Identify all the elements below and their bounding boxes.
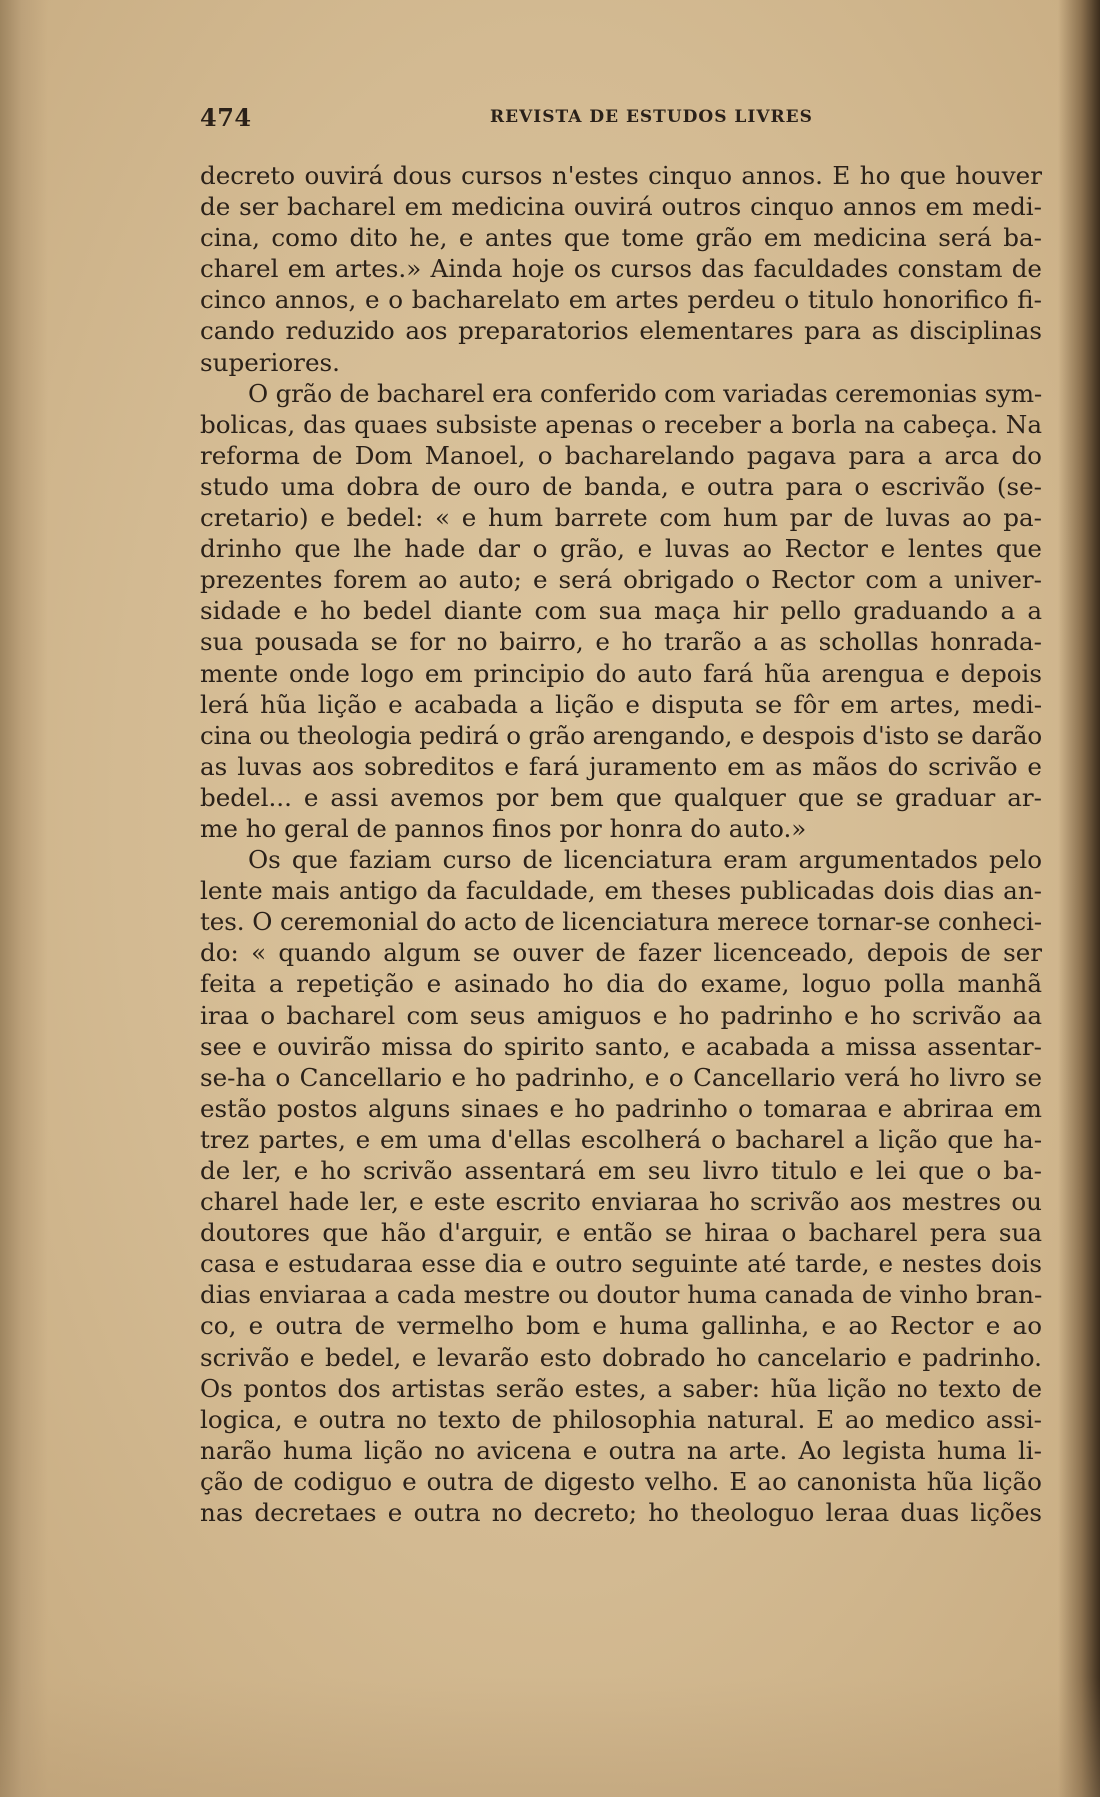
text-line: sua pousada se for no bairro, e ho trarão a as schollas honrada- <box>200 627 1042 657</box>
text-line: charel hade ler, e este escrito enviaraa ho scrivão aos mestres ou <box>200 1187 1042 1217</box>
text-line: scrivão e bedel, e levarão esto dobrado ho cancelario e padrinho. <box>200 1342 1042 1372</box>
text-line: tes. O ceremonial do acto de licenciatura merece tornar-se conheci- <box>200 907 1043 937</box>
text-line: se-ha o Cancellario e ho padrinho, e o Cancellario verá ho livro se <box>200 1062 1042 1092</box>
text-line: ção de codiguo e outra de digesto velho. E ao canonista hũa lição <box>200 1466 1042 1496</box>
text-line: studo uma dobra de ouro de banda, e outra para o escrivão (se- <box>200 471 1042 501</box>
text-line: prezentes forem ao auto; e será obrigado o Rector com a univer- <box>200 565 1042 595</box>
text-line: estão postos alguns sinaes e ho padrinho o tomaraa e abriraa em <box>200 1093 1042 1123</box>
binding-shadow <box>0 0 48 1797</box>
text-line: decreto ouvirá dous cursos n'estes cinquo annos. E ho que houver <box>200 161 1042 190</box>
page-header <box>200 103 1042 131</box>
page-edge-shadow <box>1058 0 1100 1797</box>
text-line: sidade e ho bedel diante com sua maça hir pello graduando a a <box>200 596 1042 626</box>
text-line: cina, como dito he, e antes que tome grão em medicina será ba- <box>200 223 1042 253</box>
paper-stain <box>0 1677 1100 1797</box>
text-line: O grão de bacharel era conferido com variadas ceremonias sym- <box>248 378 1043 408</box>
text-line: as luvas aos sobreditos e fará juramento em as mãos do scrivão e <box>200 751 1042 781</box>
text-line: iraa o bacharel com seus amiguos e ho padrinho e ho scrivão aa <box>200 1000 1042 1030</box>
text-line: charel em artes.» Ainda hoje os cursos das faculdades constam de <box>200 254 1042 284</box>
text-line: cretario) e bedel: « e hum barrete com hum par de luvas ao pa- <box>200 503 1042 533</box>
text-line: logica, e outra no texto de philosophia natural. E ao medico assi- <box>200 1404 1042 1434</box>
text-line: see e ouvirão missa do spirito santo, e acabada a missa assentar- <box>200 1031 1042 1061</box>
text-line: me ho geral de pannos finos por honra do auto.» <box>200 813 807 843</box>
text-line: dias enviaraa a cada mestre ou doutor huma canada de vinho bran- <box>200 1280 1043 1310</box>
running-head: REVISTA DE ESTUDOS LIVRES <box>490 107 813 127</box>
text-line: lerá hũa lição e acabada a lição e disputa se fôr em artes, medi- <box>200 689 1042 719</box>
text-line: nas decretaes e outra no decreto; ho theologuo leraa duas lições <box>200 1498 1042 1528</box>
text-line: de ser bacharel em medicina ouvirá outros cinquo annos em medi- <box>200 192 1042 222</box>
text-line: cina ou theologia pedirá o grão arengando, e despois d'isto se darão <box>200 720 1042 750</box>
text-line: narão huma lição no avicena e outra na arte. Ao legista huma li- <box>200 1435 1042 1465</box>
text-line: bolicas, das quaes subsiste apenas o receber a borla na cabeça. Na <box>200 409 1042 439</box>
text-line: cinco annos, e o bacharelato em artes perdeu o titulo honorifico fi- <box>200 285 1042 315</box>
text-line: de ler, e ho scrivão assentará em seu livro titulo e lei que o ba- <box>200 1156 1042 1185</box>
text-line: mente onde logo em principio do auto fará hũa arengua e depois <box>200 658 1042 688</box>
text-line: Os pontos dos artistas serão estes, a saber: hũa lição no texto de <box>200 1373 1042 1403</box>
text-line: bedel... e assi avemos por bem que qualquer que se graduar ar- <box>200 782 1042 812</box>
body-text <box>200 160 1042 1528</box>
text-line: casa e estudaraa esse dia e outro seguinte até tarde, e nestes dois <box>200 1249 1042 1279</box>
page-number: 474 <box>200 103 252 132</box>
text-line: drinho que lhe hade dar o grão, e luvas ao Rector e lentes que <box>200 534 1042 564</box>
text-line: cando reduzido aos preparatorios elementares para as disciplinas <box>200 316 1042 346</box>
text-line: lente mais antigo da faculdade, em theses publicadas dois dias an- <box>200 876 1042 906</box>
text-line: do: « quando algum se ouver de fazer licenceado, depois de ser <box>200 938 1042 968</box>
text-line: co, e outra de vermelho bom e huma gallinha, e ao Rector e ao <box>200 1311 1042 1341</box>
text-line: reforma de Dom Manoel, o bacharelando pagava para a arca do <box>200 440 1042 470</box>
text-line: feita a repetição e asinado ho dia do exame, loguo polla manhã <box>200 969 1042 999</box>
text-line: Os que faziam curso de licenciatura eram argumentados pelo <box>248 845 1042 875</box>
text-line: trez partes, e em uma d'ellas escolherá o bacharel a lição que ha- <box>200 1124 1042 1154</box>
text-line: superiores. <box>200 347 340 377</box>
text-line: doutores que hão d'arguir, e então se hiraa o bacharel pera sua <box>200 1218 1042 1248</box>
